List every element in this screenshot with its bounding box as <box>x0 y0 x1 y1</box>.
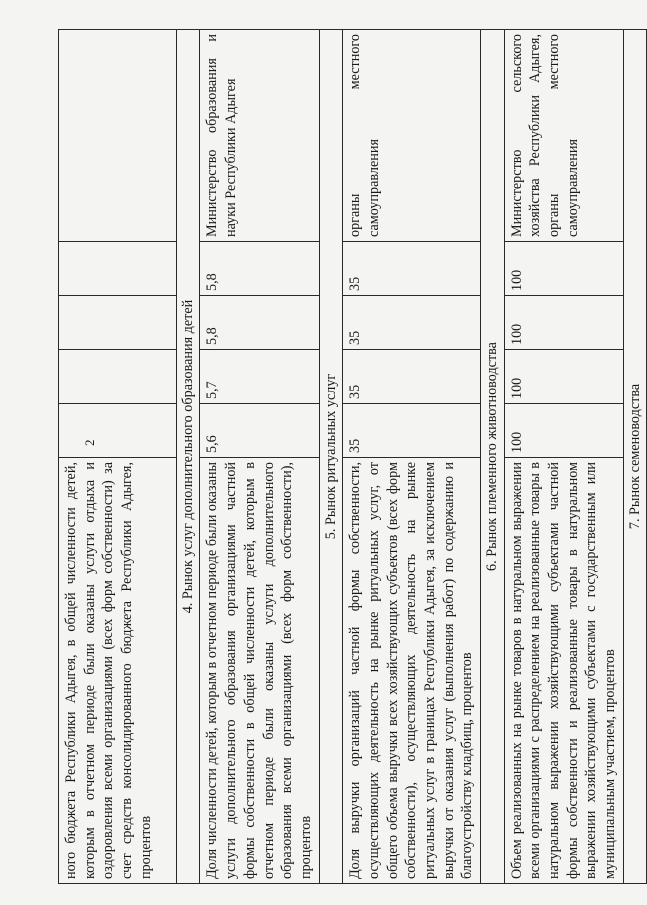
table-row <box>343 30 481 884</box>
section-header-row <box>177 30 200 884</box>
value-cell <box>59 404 177 458</box>
section-title: 6. Рынок племенного животноводства <box>481 30 504 884</box>
table-row <box>504 30 623 884</box>
section-header-row <box>319 30 342 884</box>
indicator-cell: ного бюджета Республики Адыгея, в общей численности детей, которым в отчетном периоде были оказаны услуги отдыха и оздоровления всеми организациями (всех форм собственности) за счет средств консолидированного бюджета Республики Адыгея, процентов <box>59 458 177 884</box>
indicator-cell: Доля выручки организаций частной формы собственности, осуществляющих деятельность на рынке ритуальных услуг, от общего объема выручки всех хозяйствующих субъектов (всех форм собственности), осуществляющих деятельность на рынке ритуальных услуг в границах Республики Адыгея, за исключением выручки от оказания услуг (выполнения работ) по содержанию и благоустройству кладбищ, процентов <box>343 458 481 884</box>
value-cell: 100 <box>504 350 623 404</box>
page-number: 2 <box>82 439 97 446</box>
section-title: 4. Рынок услуг дополнительного образования детей <box>177 30 200 884</box>
responsible-cell: Министерство сельского хозяйства Республики Адыгея, органы местного самоуправления <box>504 30 623 242</box>
section-title: 7. Рынок семеноводства <box>623 30 646 884</box>
value-cell: 35 <box>343 404 481 458</box>
indicators-table <box>58 29 647 884</box>
responsible-cell <box>59 30 177 242</box>
responsible-cell: органы местного самоуправления <box>343 30 481 242</box>
indicator-cell: Доля численности детей, которым в отчетном периоде были оказаны услуги дополнительного образования организациями частной формы собственности в общей численности детей, которым в отчетном периоде были оказаны услуги дополнительного образования всеми организациями (всех форм собственности), процентов <box>200 458 319 884</box>
value-cell: 100 <box>504 404 623 458</box>
value-cell: 35 <box>343 296 481 350</box>
value-cell <box>59 242 177 296</box>
value-cell: 100 <box>504 242 623 296</box>
section-header-row <box>481 30 504 884</box>
value-cell: 5,8 <box>200 242 319 296</box>
value-cell: 5,7 <box>200 350 319 404</box>
section-header-row <box>623 30 646 884</box>
value-cell: 35 <box>343 350 481 404</box>
section-title: 5. Рынок ритуальных услуг <box>319 30 342 884</box>
table-row <box>59 30 177 884</box>
indicator-cell: Объем реализованных на рынке товаров в натуральном выражении всеми организациями с распределением на реализованные товары в натуральном выражении хозяйствующими субъектами частной формы собственности и реализованные товары в натуральном выражении хозяйствующими субъектами с государственным или муниципальным участием, процентов <box>504 458 623 884</box>
rotated-table-page <box>58 30 643 884</box>
value-cell: 5,6 <box>200 404 319 458</box>
responsible-cell: Министерство образования и науки Республики Адыгея <box>200 30 319 242</box>
value-cell <box>59 350 177 404</box>
table-row <box>200 30 319 884</box>
value-cell <box>59 296 177 350</box>
value-cell: 5,8 <box>200 296 319 350</box>
value-cell: 35 <box>343 242 481 296</box>
value-cell: 100 <box>504 296 623 350</box>
